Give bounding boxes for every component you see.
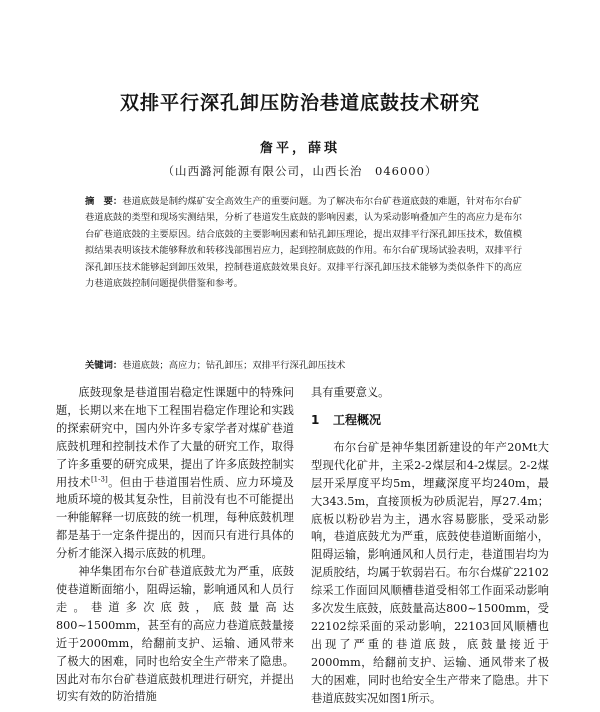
left-column [56,384,294,706]
keywords-label: 关键词： [85,360,123,371]
abstract-text: 巷道底鼓是制约煤矿安全高效生产的重要问题。为了解决布尔台矿巷道底鼓的难题，针对布尔台矿巷道底鼓的类型和现场实测结果，分析了巷道发生底鼓的影响因素，认为采动影响叠加产生的高应力是布尔台矿巷道底鼓的主要原因。结合底鼓的主要影响因素和钻孔卸压理论，提出双排平行深孔卸压技术，数值模拟结果表明该技术能够释放和转移浅部围岩应力，起到控制底鼓的作用。布尔台矿现场试验表明，双排平行深孔卸压技术能够起到卸压效果，控制巷道底鼓效果良好。双排平行深孔卸压技术能够为类似条件下的高应力巷道底鼓控制问题提供借鉴和参考。 [85,196,522,290]
intro-paragraph-1-text: 底鼓现象是巷道围岩稳定性课题中的特殊问题，长期以来在地下工程围岩稳定作理论和实践的探索研究中，国内外许多专家学者对煤矿巷道底鼓机理和控制技术作了大量的研究工作，取得了许多重要的研究成果，提出了许多底鼓控制实用技术 [56,386,294,489]
section-number: 1 [311,412,320,427]
intro-paragraph-1-tail: 。但由于巷道围岩性质、应力环境及地质环境的极其复杂性，目前没有也不可能提出一种能解释一切底鼓的统一机理，每种底鼓机理都是基于一定条件提出的，因而只有进行具体的分析才能深入揭示底鼓的机理。 [56,475,294,561]
right-column [311,384,549,708]
intro-continuation: 具有重要意义。 [311,386,390,399]
paper-title: 双排平行深孔卸压防治巷道底鼓技术研究 [119,92,480,114]
authors: 詹平，薛琪 [259,141,340,156]
affiliation: （山西潞河能源有限公司，山西长治 046000） [162,164,438,178]
intro-paragraph-1 [56,384,294,563]
citation-ref: [1-3] [90,474,108,483]
section-paragraph-1: 布尔台矿是神华集团新建设的年产20Mt大型现代化矿井，主采2-2煤层和4-2煤层。2-2煤层开采厚度平均5m，埋藏深度平均240m，最大343.5m，直接顶板为砂质泥岩，厚27.4m；底板以粉砂岩为主，遇水容易膨胀，受采动影响，巷道底鼓尤为严重，底鼓使巷道断面缩小，阻碍运输，影响通风和人员行走，巷道围岩均为泥质胶结，均属于软弱岩石。布尔台煤矿22102综采工作面回风顺槽巷道受相邻工作面采动影响多次发生底鼓，底鼓量高达800~1500mm，受22102综采面的采动影响，22103回风顺槽也出现了严重的巷道底鼓，底鼓量接近于2000mm，给翻前支护、运输、通风带来了极大的困难，同时也给安全生产带来了隐患。井下巷道底鼓实况如图1所示。 [311,440,549,705]
keywords [85,358,522,374]
section-title: 工程概况 [333,412,382,427]
intro-paragraph-2: 神华集团布尔台矿巷道底鼓尤为严重，底鼓使巷道断面缩小，阻碍运输，影响通风和人员行走。巷道多次底鼓，底鼓量高达800~1500mm，甚至有的高应力巷道底鼓量接近于2000mm，给翻前支护、运输、通风带来了极大的困难，同时也给安全生产带来了隐患。因此对布尔台矿巷道底鼓机理进行研究，并提出切实有效的防治措施 [56,565,294,704]
keywords-text: 巷道底鼓；高应力；钻孔卸压；双排平行深孔卸压技术 [122,360,346,371]
section-heading [311,412,549,429]
abstract-label: 摘 要： [85,196,123,207]
abstract [85,194,522,292]
